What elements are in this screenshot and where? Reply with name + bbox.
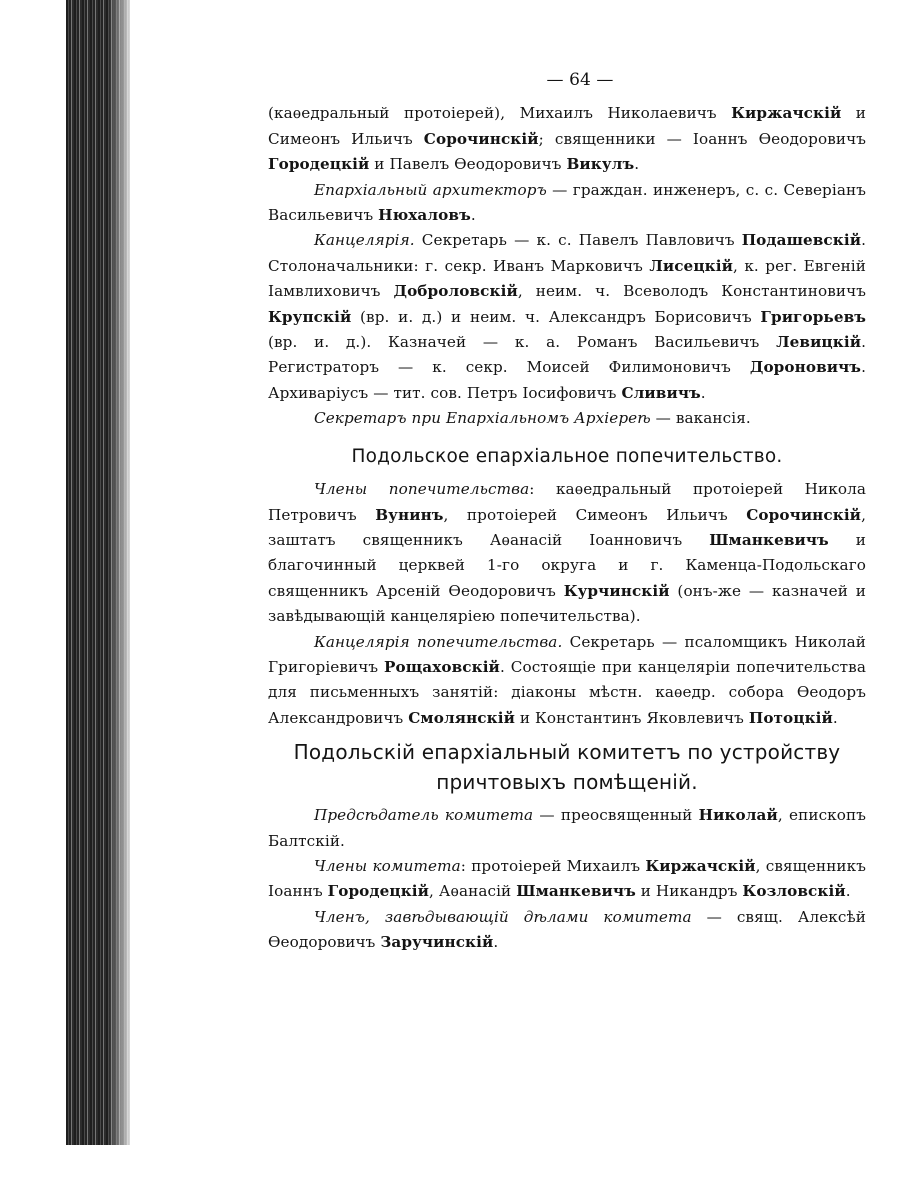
paragraph-guardianship-chancellery: Канцелярія попечительства. Секретарь — псаломщикъ Николай Григоріевичъ Рощаховскій. Состоящіе при канцеляріи попечительства для письменныхъ занятій: діаконы мѣстн. каѳедр. собора Ѳеодоръ Александровичъ Смолянскій и Константинъ Яковлевичъ Потоцкій. [268, 632, 866, 727]
section-title-committee: Подольскій епархіальный комитетъ по устройству причтовыхъ помѣщеній. [293, 740, 841, 795]
paragraph-guardianship-members: Члены попечительства: каѳедральный протоіерей Никола Петровичъ Вунинъ, протоіерей Симеонъ Ильичъ Сорочинскій, заштатъ священникъ Аѳанасій Іоанновичъ Шманкевичъ и благочинный церквей 1-го округа и г. Каменца-Подольскаго священникъ Арсеній Ѳеодоровичъ Курчинскій (онъ-же — казначей и завѣдывающій канцеляріею попечительства). [268, 480, 867, 626]
paragraph-chancellery: Канцелярія. Секретарь — к. с. Павелъ Павловичъ Подашевскій. Столоначальники: г. секр. Иванъ Марковичъ Лисецкій, к. рег. Евгеній Іамвлиховичъ Доброловскій, неим. ч. Всеволодъ Константиновичъ Крупскій (вр. и. д.) и неим. ч. Александръ Борисовичъ Григорьевъ (вр. и. д.). Казначей — к. а. Романъ Васильевичъ Левицкій. Регистраторъ — к. секр. Моисей Филимоновичъ Дороновичъ. Архиваріусъ — тит. сов. Петръ Іосифовичъ Сливичъ. [268, 231, 866, 402]
paragraph-cathedral-clergy: (каѳедральный протоіерей), Михаилъ Николаевичъ Киржачскій и Симеонъ Ильичъ Сорочинскій; священники — Іоаннъ Ѳеодоровичъ Городецкій и Павелъ Ѳеодоровичъ Викулъ. [268, 104, 866, 174]
paragraph-diocesan-architect: Епархіальный архитекторъ — граждан. инженеръ, с. с. Северіанъ Васильевичъ Нюхаловъ. [268, 180, 866, 225]
page-number: — 64 — [546, 70, 614, 90]
section-title-guardianship: Подольское епархіальное попечительство. [351, 445, 783, 467]
document-page [268, 68, 866, 956]
paragraph-committee-chairman: Предсѣдатель комитета — преосвященный Николай, епископъ Балтскій. [268, 806, 866, 850]
paragraph-committee-manager: Членъ, завѣдывающій дѣлами комитета — свящ. Алексѣй Ѳеодоровичъ Заручинскій. [268, 907, 866, 952]
paragraph-committee-members: Члены комитета: протоіерей Михаилъ Киржачскій, священникъ Іоаннъ Городецкій, Аѳанасій Шманкевичъ и Никандръ Козловскій. [268, 856, 867, 901]
spine-shadow [108, 0, 134, 1145]
paragraph-bishop-secretary: Секретаръ при Епархіальномъ Архіереѣ — вакансія. [314, 409, 751, 428]
